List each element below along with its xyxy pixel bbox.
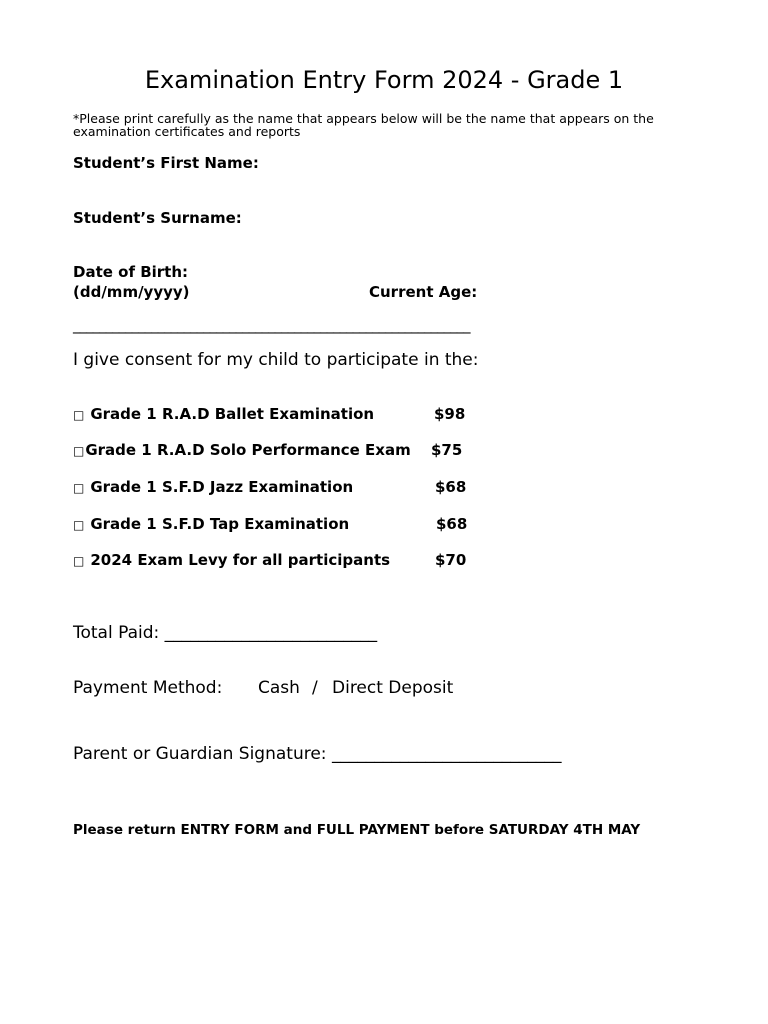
signature-label: Parent or Guardian Signature: [73, 744, 327, 764]
total-paid-row [73, 623, 377, 643]
signature-blank[interactable]: ___________________________ [331, 744, 562, 764]
form-title: Examination Entry Form 2024 - Grade 1 [144, 66, 624, 94]
signature-row [73, 744, 561, 764]
first-name-label: Student’s First Name: [73, 154, 259, 172]
price-levy: $70 [435, 551, 467, 569]
checkbox-jazz[interactable]: □ [73, 481, 85, 495]
checkbox-solo-performance[interactable]: □ [73, 444, 85, 458]
payment-option-direct-deposit[interactable]: Direct Deposit [332, 678, 454, 698]
checkbox-levy[interactable]: □ [73, 554, 85, 568]
date-format-hint: (dd/mm/yyyy) [73, 283, 190, 301]
payment-option-cash[interactable]: Cash [258, 678, 300, 698]
separator-rule: _____________________________________________________________ [73, 316, 470, 334]
option-jazz-exam[interactable] [73, 478, 353, 496]
consent-statement: I give consent for my child to participate in the: [73, 350, 479, 370]
checkbox-ballet[interactable]: □ [73, 408, 85, 422]
payment-separator: / [312, 678, 318, 698]
total-paid-label: Total Paid: [73, 623, 160, 643]
checkbox-tap[interactable]: □ [73, 518, 85, 532]
surname-label: Student’s Surname: [73, 209, 242, 227]
option-tap-label: Grade 1 S.F.D Tap Examination [90, 515, 350, 533]
print-instruction-note: *Please print carefully as the name that appears below will be the name that appears on the examination certificates and reports [73, 111, 654, 139]
date-of-birth-label: Date of Birth: [73, 263, 189, 281]
option-ballet-label: Grade 1 R.A.D Ballet Examination [90, 405, 375, 423]
option-solo-performance-label: Grade 1 R.A.D Solo Performance Exam [85, 441, 411, 459]
option-solo-performance-exam[interactable] [73, 441, 411, 459]
return-instructions: Please return ENTRY FORM and FULL PAYMENT before SATURDAY 4TH MAY [73, 822, 641, 838]
payment-method-label: Payment Method: [73, 678, 223, 698]
price-tap: $68 [436, 515, 468, 533]
option-ballet-exam[interactable] [73, 405, 374, 423]
option-exam-levy[interactable] [73, 551, 390, 569]
option-levy-label: 2024 Exam Levy for all participants [90, 551, 391, 569]
option-jazz-label: Grade 1 S.F.D Jazz Examination [90, 478, 354, 496]
price-solo-performance: $75 [431, 441, 463, 459]
total-paid-blank[interactable]: _________________________ [164, 623, 378, 643]
current-age-label: Current Age: [369, 283, 478, 301]
option-tap-exam[interactable] [73, 515, 349, 533]
price-ballet: $98 [434, 405, 466, 423]
price-jazz: $68 [435, 478, 467, 496]
